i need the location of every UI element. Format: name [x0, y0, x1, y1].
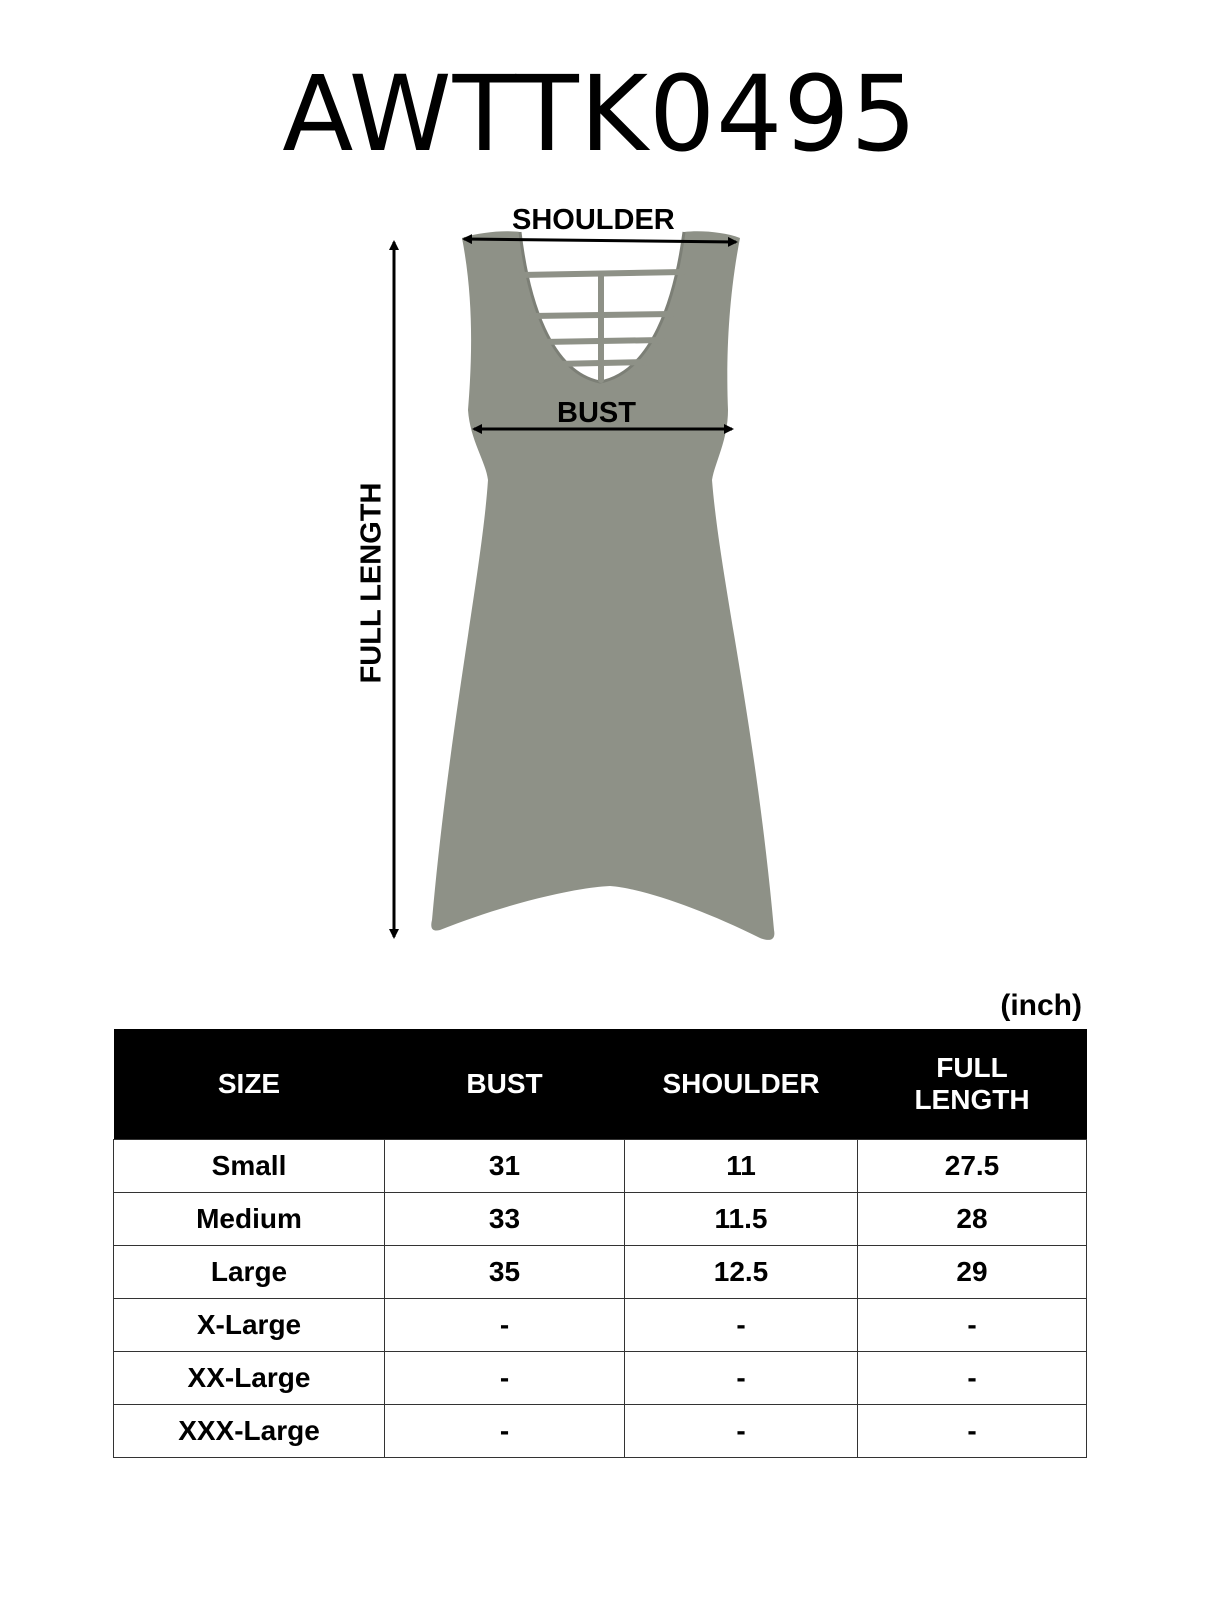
cell-shoulder: -	[625, 1352, 858, 1405]
cell-length: 29	[858, 1246, 1087, 1299]
cell-bust: 33	[385, 1193, 625, 1246]
size-chart-table	[113, 1029, 1087, 1458]
header-full-length	[858, 1029, 1087, 1140]
table-row	[114, 1246, 1087, 1299]
cell-size: XX-Large	[114, 1352, 385, 1405]
cell-bust: -	[385, 1352, 625, 1405]
cell-size: Medium	[114, 1193, 385, 1246]
cell-bust: 31	[385, 1140, 625, 1193]
product-code-title: AWTTK0495	[282, 53, 918, 175]
table-row	[114, 1140, 1087, 1193]
header-size: SIZE	[114, 1029, 385, 1140]
tank-top-shape	[431, 231, 774, 940]
bust-label: BUST	[557, 397, 636, 429]
header-bust: BUST	[385, 1029, 625, 1140]
cell-shoulder: 12.5	[625, 1246, 858, 1299]
cell-length: -	[858, 1352, 1087, 1405]
cell-shoulder: 11	[625, 1140, 858, 1193]
cell-bust: 35	[385, 1246, 625, 1299]
table-row	[114, 1193, 1087, 1246]
full-length-label: FULL LENGTH	[355, 482, 388, 684]
cell-bust: -	[385, 1299, 625, 1352]
unit-label: (inch)	[1000, 989, 1082, 1022]
table-row	[114, 1299, 1087, 1352]
cell-length: 27.5	[858, 1140, 1087, 1193]
cell-size: X-Large	[114, 1299, 385, 1352]
cell-size: Small	[114, 1140, 385, 1193]
header-shoulder: SHOULDER	[625, 1029, 858, 1140]
header-full-length-line2: LENGTH	[914, 1084, 1030, 1115]
cell-size: XXX-Large	[114, 1405, 385, 1458]
cell-shoulder: -	[625, 1299, 858, 1352]
table-header-row	[114, 1029, 1087, 1140]
cell-shoulder: -	[625, 1405, 858, 1458]
cell-shoulder: 11.5	[625, 1193, 858, 1246]
header-full-length-line1: FULL	[936, 1051, 1008, 1083]
table-row	[114, 1352, 1087, 1405]
shoulder-label: SHOULDER	[512, 204, 675, 236]
cell-size: Large	[114, 1246, 385, 1299]
cell-length: -	[858, 1405, 1087, 1458]
cell-bust: -	[385, 1405, 625, 1458]
cell-length: 28	[858, 1193, 1087, 1246]
table-row	[114, 1405, 1087, 1458]
cell-length: -	[858, 1299, 1087, 1352]
